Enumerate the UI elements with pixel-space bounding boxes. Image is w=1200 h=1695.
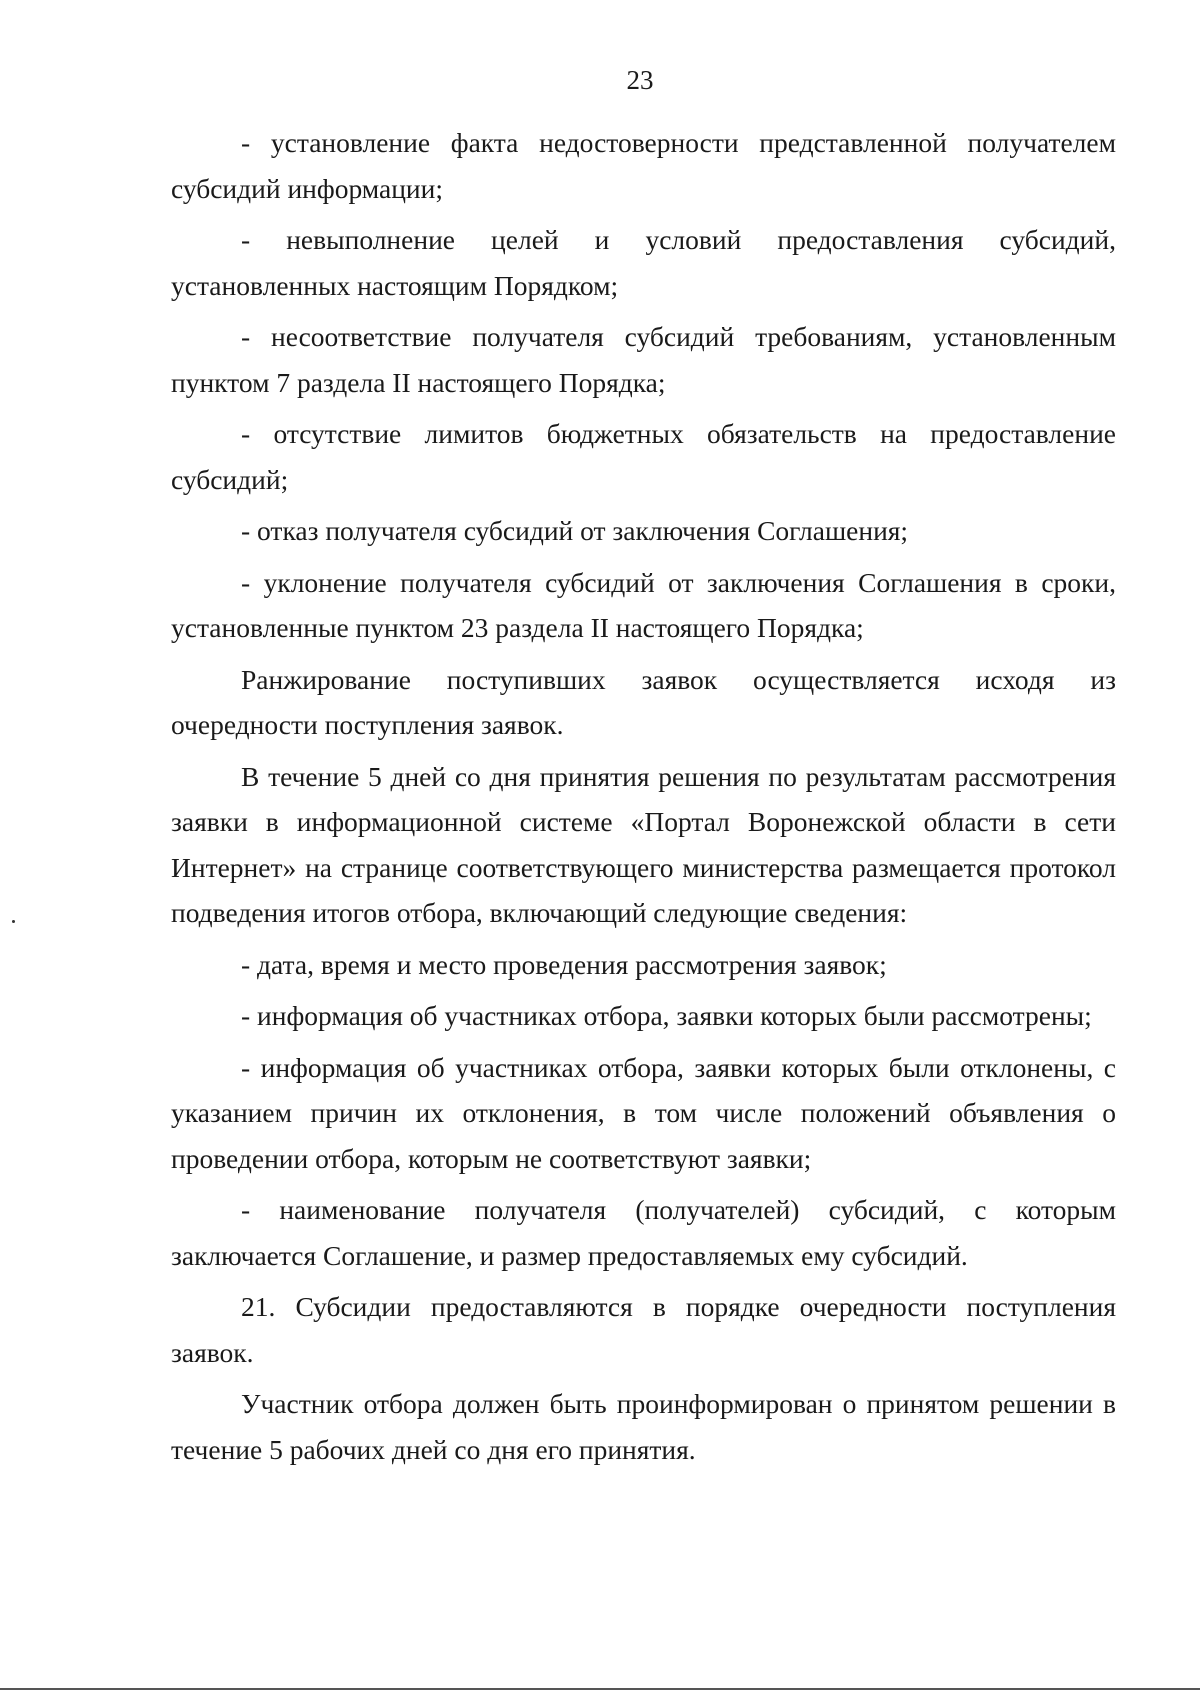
paragraph-item-9: - информация об участниках отбора, заявки которых были отклонены, с указанием причин их отклонения, в том числе положений объявления о проведении отбора, которым не соответствуют заявки;	[171, 1051, 1116, 1174]
paragraph-notification: Участник отбора должен быть проинформирован о принятом решении в течение 5 рабочих дней со дня его принятия.	[171, 1388, 1116, 1465]
paragraph-item-3: - несоответствие получателя субсидий требованиям, установленным пунктом 7 раздела II настоящего Порядка;	[171, 321, 1116, 398]
paragraph-item-5: - отказ получателя субсидий от заключения Соглашения;	[241, 515, 909, 546]
paragraph-item-1: - установление факта недостоверности представленной получателем субсидий информации;	[171, 127, 1116, 204]
paragraph-item-6: - уклонение получателя субсидий от заключения Соглашения в сроки, установленные пунктом 23 раздела II настоящего Порядка;	[171, 566, 1116, 643]
bottom-rule-divider	[0, 1688, 1200, 1690]
paragraph-section-21: 21. Субсидии предоставляются в порядке очередности поступления заявок.	[171, 1291, 1116, 1368]
page-number: 23	[626, 65, 654, 95]
paragraph-item-7: - дата, время и место проведения рассмотрения заявок;	[241, 948, 887, 980]
paragraph-protocol: В течение 5 дней со дня принятия решения по результатам рассмотрения заявки в информационной системе «Портал Воронежской области в сети Интернет» на странице соответствующего министерства размещается протокол подведения итогов отбора, включающий следующие сведения:	[171, 760, 1116, 928]
paragraph-item-10: - наименование получателя (получателей) субсидий, с которым заключается Соглашение, и размер предоставляемых ему субсидий.	[171, 1194, 1116, 1271]
paragraph-item-4: - отсутствие лимитов бюджетных обязательств на предоставление субсидий;	[171, 418, 1116, 495]
document-body	[171, 120, 1116, 1478]
scan-speck	[12, 920, 15, 923]
paragraph-ranking: Ранжирование поступивших заявок осуществляется исходя из очередности поступления заявок.	[171, 663, 1116, 740]
paragraph-item-2: - невыполнение целей и условий предоставления субсидий, установленных настоящим Порядком;	[171, 224, 1116, 301]
paragraph-item-8: - информация об участниках отбора, заявки которых были рассмотрены;	[241, 1000, 1092, 1031]
